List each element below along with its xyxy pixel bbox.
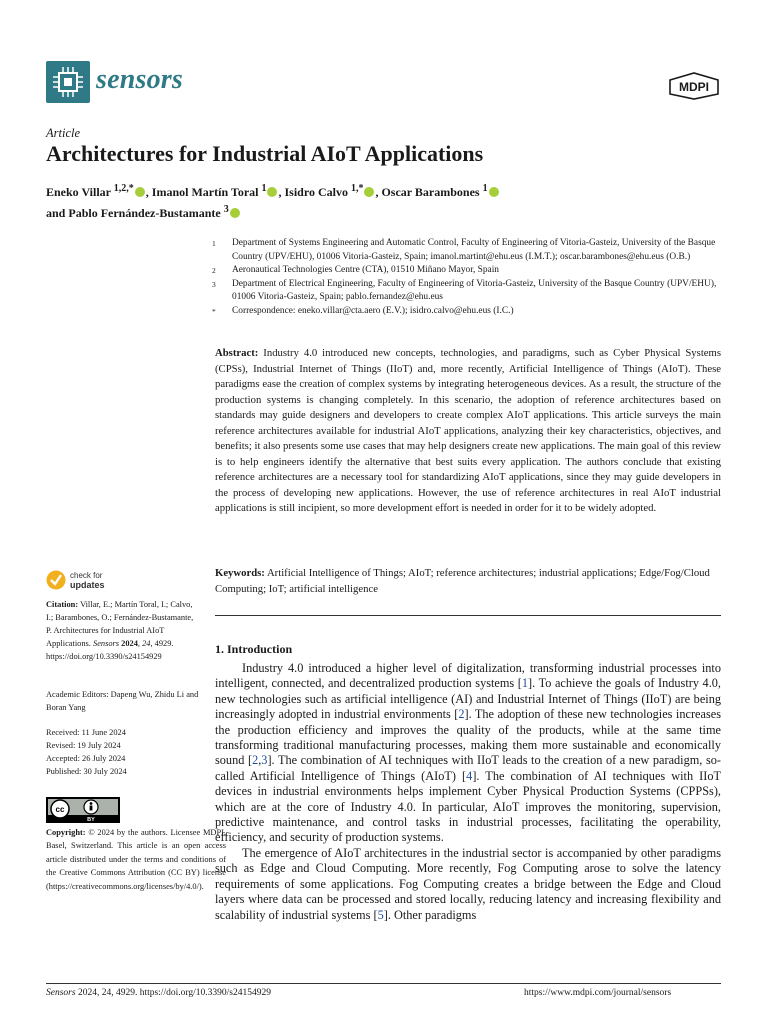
paragraph-text: Industry 4.0 introduced a higher level of digitalization, transforming industrial processes into intelligent, connected, and decentralized production systems [: [215, 661, 721, 691]
reference-link[interactable]: 2: [458, 707, 465, 722]
reference-link[interactable]: 5: [377, 907, 384, 922]
paragraph: [215, 661, 721, 846]
paragraph: [215, 846, 721, 923]
date-received: Received: 11 June 2024: [46, 728, 126, 737]
reference-link[interactable]: 3: [261, 753, 268, 768]
publisher-logo: [666, 72, 722, 105]
date-published: Published: 30 July 2024: [46, 767, 127, 777]
svg-text:check for: check for: [70, 571, 103, 580]
paragraph-text: The emergence of AIoT architectures in the industrial sector is accompanied by other paradigms such as Edge and Cloud Computing. More recently, Fog Computing arose to solve the latency requirements of some applications. Fog Computing creates a bridge between the Edge and Cloud layers where data can be processed and stored locally, reducing latency and increasing flexibility and scalability of industrial systems [: [215, 845, 721, 922]
footer-citation: Sensors 2024, 24, 4929. https://doi.org/10.3390/s24154929: [46, 988, 271, 998]
article-title: Architectures for Industrial AIoT Applications: [46, 141, 484, 166]
orcid-icon[interactable]: [489, 187, 499, 197]
author[interactable]: Imanol Martín Toral $^1$: [152, 185, 279, 199]
author-list: Eneko Villar $^{1,2,*}$ , Imanol Martín Toral $^1$ , Isidro Calvo $^{1,*}$ , Oscar Barambones $^1$ and Pablo Fernández-Bustamante $^3$: [46, 180, 606, 222]
svg-text:cc: cc: [55, 805, 65, 814]
section-heading: 1. Introduction: [215, 642, 293, 656]
paragraph-text: ,: [258, 753, 262, 768]
article-dates: [46, 726, 201, 778]
affiliation-item: 1 Department of Systems Engineering and Automatic Control, Faculty of Engineering of Vitoria-Gasteiz, University of the Basque Country (UPV/EHU), 01006 Vitoria-Gasteiz, Spain; imanol.martint@ehu.eus (I.M.T.); oscar.barambones@ehu.eus (O.B.): [212, 238, 716, 262]
paragraph-text: ]. To achieve the goals of Industry 4.0, new technologies such as artificial intelligence (AI) and Industrial Internet of Things (IIoT) are being increasingly adopted in industrial environments [: [215, 676, 721, 722]
journal-logo-icon: [46, 61, 90, 103]
orcid-icon[interactable]: [267, 187, 277, 197]
paragraph-text: ]. The adoption of these new technologies increases the production efficiency and improves the quality of the products, while at the same time transforming traditional manufacturing processes, making them more sustainable and economically sound [: [215, 707, 721, 768]
paragraph-text: ]. The combination of AI techniques with IIoT leads to the creation of a new paradigm, so-called Artificial Intelligence of Things (AIoT) [: [215, 753, 721, 783]
reference-link[interactable]: 4: [466, 768, 473, 783]
author[interactable]: Pablo Fernández-Bustamante $^3$: [68, 206, 240, 220]
publisher-name: MDPI: [679, 80, 709, 94]
affiliation-item: 2 Aeronautical Technologies Centre (CTA), 01510 Miñano Mayor, Spain: [212, 265, 499, 275]
article-type: Article: [46, 126, 81, 140]
svg-text:BY: BY: [87, 817, 95, 823]
orcid-icon[interactable]: [135, 187, 145, 197]
keywords: Keywords: Artificial Intelligence of Things; AIoT; reference architectures; industrial applications; Edge/Fog/Cloud Computing; IoT; artificial intelligence: [215, 567, 710, 595]
copyright-notice: Copyright: © 2024 by the authors. Licensee MDPI, Basel, Switzerland. This article is an open access article distributed under the terms and conditions of the Creative Commons Attribution (CC BY) license (https://creativecommons.org/licenses/by/4.0/).: [46, 828, 227, 891]
author-conjunction: and: [46, 206, 66, 220]
affiliations: [212, 237, 722, 318]
author[interactable]: Eneko Villar $^{1,2,*}$: [46, 185, 146, 199]
author[interactable]: Isidro Calvo $^{1,*}$: [284, 185, 375, 199]
date-revised: Revised: 19 July 2024: [46, 741, 121, 751]
citation-block: Citation: Villar, E.; Martín Toral, I.; Calvo, I.; Barambones, O.; Fernández-Bustamante, P. Architectures for Industrial AIoT Applications. Sensors 2024, 24, 4929. https://doi.org/10.3390/s24154929: [46, 600, 194, 662]
affiliation-item: 3 Department of Electrical Engineering, Faculty of Engineering of Vitoria-Gasteiz, University of the Basque Country (UPV/EHU), 01006 Vitoria-Gasteiz, Spain; pablo.fernandez@ehu.eus: [212, 278, 717, 302]
svg-text:updates: updates: [70, 580, 105, 590]
reference-link[interactable]: 2: [252, 753, 259, 768]
orcid-icon[interactable]: [230, 208, 240, 218]
date-accepted: Accepted: 26 July 2024: [46, 754, 126, 764]
author[interactable]: Oscar Barambones $^1$: [381, 185, 499, 199]
academic-editors: Academic Editors: Dapeng Wu, Zhidu Li and Boran Yang: [46, 690, 199, 713]
citation-doi-link[interactable]: , 4929. https://doi.org/10.3390/s24154929: [46, 639, 174, 662]
check-for-updates-button[interactable]: [46, 569, 146, 591]
journal-name: sensors: [96, 64, 183, 95]
introduction-body: [215, 661, 721, 923]
divider: [215, 615, 721, 616]
reference-link[interactable]: 1: [521, 676, 529, 691]
abstract: Abstract: Industry 4.0 introduced new concepts, technologies, and paradigms, such as Cyber Physical Systems (CPSs), Industrial Internet of Things (IIoT) and, more recently, Artificial Intelligence of Things (AIoT). These paradigms ease the creation of complex systems by integrating heterogeneous devices. As a result, the structure of the production systems is changing completely. In this scenario, the adoption of reference architectures based on standards may guide designers and developers to create complex AIoT applications. This article surveys the main reference architectures available for industrial AIoT applications, analyzing their key characteristics, objectives, and benefits; it also presents some use cases that may help designers create new applications. The main goal of this review is to help engineers identify the alternative that best suits every application. The authors conclude that existing reference architectures are a necessary tool for standardizing AIoT applications, since they may guide developers in the process of developing new applications. However, the use of reference architectures in real AIoT industrial applications is still incipient, so more development effort is needed in order for it to be widely adopted.: [215, 347, 722, 514]
paragraph-text: ]. Other paradigms: [383, 907, 477, 922]
footer-divider: [46, 983, 721, 984]
correspondence: * Correspondence: eneko.villar@cta.aero (E.V.); isidro.calvo@ehu.eus (I.C.): [212, 305, 514, 316]
paragraph-text: ]. The combination of AI techniques with IIoT devices in industrial environments helps implement Cyber Physical Production Systems (CPPSs), which are at the core of Industry 4.0. In particular, AIoT improves the monitoring, supervision, predictive maintenance, and control tasks in industrial processes, facilitating the operability, efficiency, and security of production systems.: [215, 768, 721, 845]
footer-journal-url[interactable]: https://www.mdpi.com/journal/sensors: [524, 988, 672, 998]
cc-by-license-badge[interactable]: [46, 797, 120, 823]
orcid-icon[interactable]: [364, 187, 374, 197]
